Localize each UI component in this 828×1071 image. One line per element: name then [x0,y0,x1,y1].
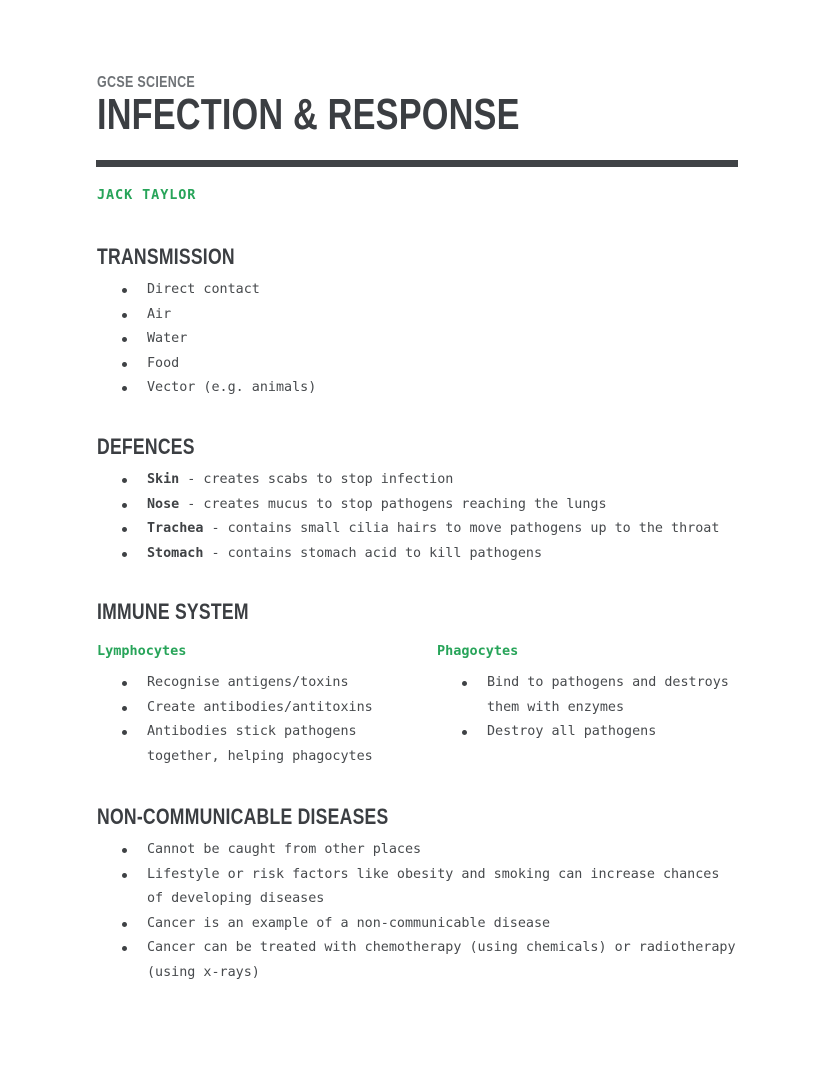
document-kicker: GCSE SCIENCE [97,74,196,91]
list-item-text: Create antibodies/antitoxins [147,699,373,715]
section-heading [97,434,739,460]
list-item-text: Cancer can be treated with chemotherapy (using chemicals) or radiotherapy (using x-rays) [147,940,736,980]
list-item [97,352,739,377]
title-divider [96,160,738,167]
list-item [97,468,739,493]
list-item-text: Water [147,331,188,346]
list-item [97,327,739,352]
list-item-text: Vector (e.g. animals) [147,380,317,395]
section-heading-text: TRANSMISSION [97,244,235,269]
section-heading-text: NON-COMMUNICABLE DISEASES [97,804,389,829]
list-item [97,542,739,567]
lymphocytes-list [97,671,417,769]
section-heading-text: DEFENCES [97,434,195,459]
phagocytes-list [437,671,757,745]
page-title [97,90,639,139]
section-heading-text: IMMUNE SYSTEM [97,599,249,624]
defence-desc: - creates mucus to stop pathogens reaching the lungs [179,496,607,512]
section-defences [97,434,739,566]
list-item [97,696,417,721]
list-item-text: Cannot be caught from other places [147,842,422,857]
list-item [437,671,757,720]
list-item [97,493,739,518]
defence-term: Skin [147,472,180,487]
list-item [97,303,739,328]
list-item-text: Direct contact [147,282,260,297]
column-phagocytes [437,639,757,769]
transmission-list [97,278,739,401]
list-item [97,376,739,401]
defence-desc: - contains small cilia hairs to move pathogens up to the throat [203,521,720,536]
list-item-text: Recognise antigens/toxins [147,675,349,690]
defences-list [97,468,739,566]
list-item-text: Destroy all pathogens [487,724,657,739]
list-item [97,838,739,863]
defence-term: Trachea [147,521,204,536]
list-item [437,720,757,745]
column-lymphocytes [97,639,417,769]
section-heading [97,804,739,830]
section-transmission [97,244,739,401]
list-item [97,863,739,912]
immune-columns [97,639,739,769]
list-item [97,517,739,542]
section-non-communicable-diseases [97,804,739,985]
defence-desc: - creates scabs to stop infection [179,472,454,487]
list-item-text: Air [147,306,172,322]
section-immune-system [97,599,739,769]
author-name: JACK TAYLOR [97,187,197,203]
list-item-text: Food [147,355,180,371]
defence-term: Nose [147,496,180,512]
list-item [97,720,417,769]
list-item [97,278,739,303]
section-heading [97,244,739,270]
list-item [97,671,417,696]
column-subheading: Lymphocytes [97,643,187,659]
list-item-text: Bind to pathogens and destroys them with enzymes [487,675,729,715]
list-item-text: Cancer is an example of a non-communicable disease [147,915,551,931]
list-item [97,912,739,937]
list-item [97,936,739,985]
defence-desc: - contains stomach acid to kill pathogens [203,545,543,561]
list-item-text: Antibodies stick pathogens together, helping phagocytes [147,724,373,764]
page-title-text: INFECTION & RESPONSE [97,90,520,139]
section-heading [97,599,739,625]
list-item-text: Lifestyle or risk factors like obesity and smoking can increase chances of developing diseases [147,866,720,906]
column-subheading: Phagocytes [437,643,519,659]
defence-term: Stomach [147,545,204,561]
non-communicable-list [97,838,739,985]
